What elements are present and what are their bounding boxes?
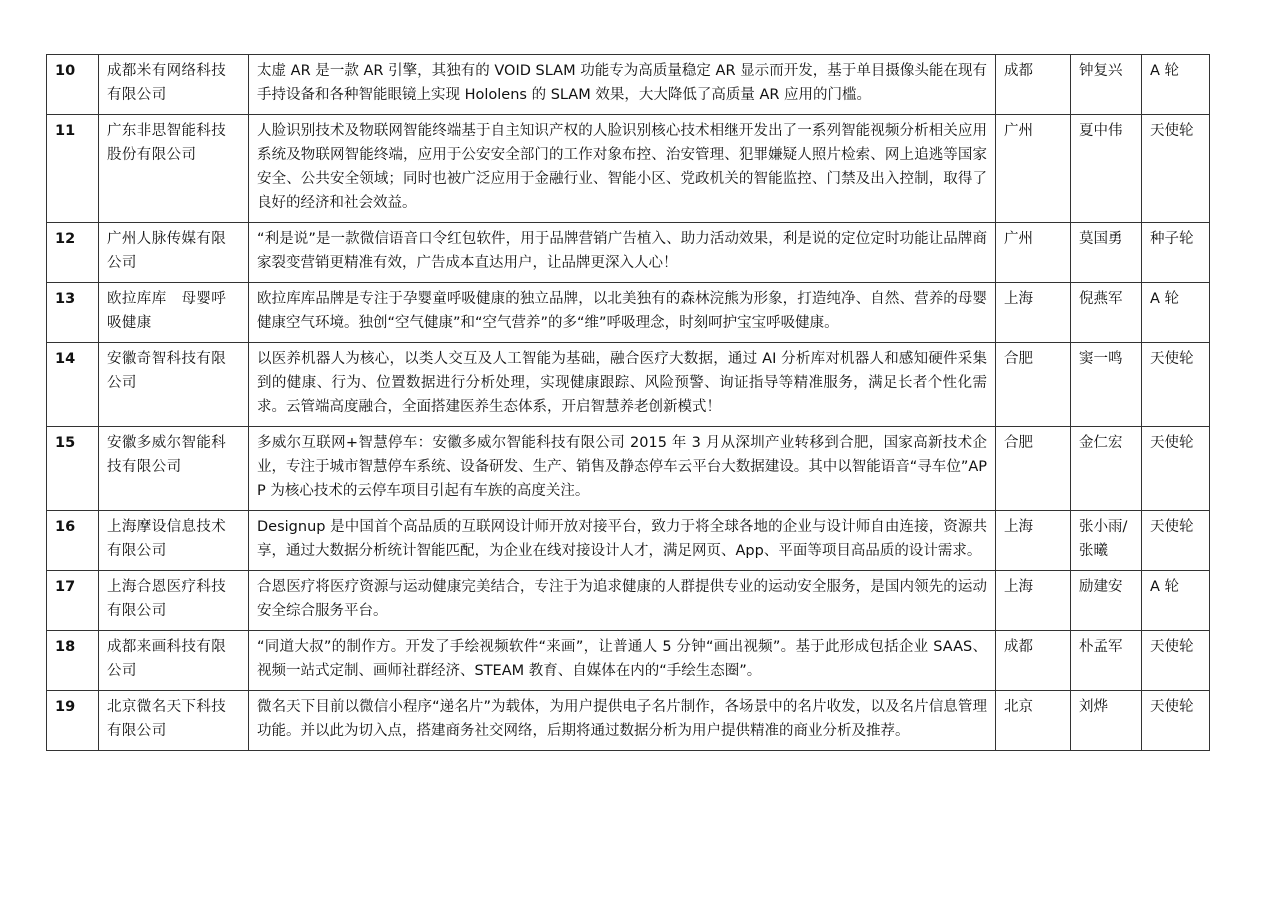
company-description: Designup 是中国首个高品质的互联网设计师开放对接平台，致力于将全球各地的企业与设计师自由连接，资源共享，通过大数据分析统计智能匹配，为企业在线对接设计人才，满足网页、App、平面等项目高品质的设计需求。 [249, 511, 996, 571]
company-name: 成都米有网络科技有限公司 [99, 55, 249, 115]
city: 上海 [996, 571, 1071, 631]
funding-round: 天使轮 [1142, 511, 1210, 571]
company-name: 上海摩设信息技术有限公司 [99, 511, 249, 571]
table-row [47, 223, 1210, 283]
funding-round: 天使轮 [1142, 691, 1210, 751]
city: 上海 [996, 283, 1071, 343]
city: 广州 [996, 223, 1071, 283]
company-name: 欧拉库库 母婴呼吸健康 [99, 283, 249, 343]
company-description: 人脸识别技术及物联网智能终端基于自主知识产权的人脸识别核心技术相继开发出了一系列智能视频分析相关应用系统及物联网智能终端，应用于公安安全部门的工作对象布控、治安管理、犯罪嫌疑人照片检索、网上追逃等国家安全、公共安全领域；同时也被广泛应用于金融行业、智能小区、党政机关的智能监控、门禁及出入控制，取得了良好的经济和社会效益。 [249, 115, 996, 223]
contact-person: 张小雨/张曦 [1071, 511, 1142, 571]
row-number: 12 [47, 223, 99, 283]
table-row [47, 115, 1210, 223]
company-description: 以医养机器人为核心，以类人交互及人工智能为基础，融合医疗大数据，通过 AI 分析库对机器人和感知硬件采集到的健康、行为、位置数据进行分析处理，实现健康跟踪、风险预警、询证指导等精准服务，满足长者个性化需求。云管端高度融合，全面搭建医养生态体系，开启智慧养老创新模式！ [249, 343, 996, 427]
contact-person: 朴孟军 [1071, 631, 1142, 691]
table-row [47, 571, 1210, 631]
contact-person: 励建安 [1071, 571, 1142, 631]
contact-person: 刘烨 [1071, 691, 1142, 751]
table-row [47, 691, 1210, 751]
company-description: “同道大叔”的制作方。开发了手绘视频软件“来画”，让普通人 5 分钟“画出视频”。基于此形成包括企业 SAAS、视频一站式定制、画师社群经济、STEAM 教育、自媒体在内的“手绘生态圈”。 [249, 631, 996, 691]
row-number: 11 [47, 115, 99, 223]
company-table [46, 54, 1210, 751]
table-row [47, 55, 1210, 115]
funding-round: A 轮 [1142, 283, 1210, 343]
company-name: 成都来画科技有限公司 [99, 631, 249, 691]
company-name: 北京微名天下科技有限公司 [99, 691, 249, 751]
funding-round: 天使轮 [1142, 343, 1210, 427]
contact-person: 夏中伟 [1071, 115, 1142, 223]
table-row [47, 631, 1210, 691]
company-description: 太虚 AR 是一款 AR 引擎，其独有的 VOID SLAM 功能专为高质量稳定 AR 显示而开发，基于单目摄像头能在现有手持设备和各种智能眼镜上实现 Hololens 的 SLAM 效果，大大降低了高质量 AR 应用的门槛。 [249, 55, 996, 115]
funding-round: 天使轮 [1142, 631, 1210, 691]
city: 北京 [996, 691, 1071, 751]
funding-round: A 轮 [1142, 55, 1210, 115]
row-number: 16 [47, 511, 99, 571]
row-number: 18 [47, 631, 99, 691]
company-description: “利是说”是一款微信语音口令红包软件，用于品牌营销广告植入、助力活动效果，利是说的定位定时功能让品牌商家裂变营销更精准有效，广告成本直达用户，让品牌更深入人心！ [249, 223, 996, 283]
table-row [47, 511, 1210, 571]
row-number: 15 [47, 427, 99, 511]
row-number: 10 [47, 55, 99, 115]
city: 合肥 [996, 427, 1071, 511]
company-name: 广州人脉传媒有限公司 [99, 223, 249, 283]
contact-person: 倪燕军 [1071, 283, 1142, 343]
company-description: 合恩医疗将医疗资源与运动健康完美结合，专注于为追求健康的人群提供专业的运动安全服务，是国内领先的运动安全综合服务平台。 [249, 571, 996, 631]
company-name: 安徽多威尔智能科技有限公司 [99, 427, 249, 511]
contact-person: 金仁宏 [1071, 427, 1142, 511]
row-number: 17 [47, 571, 99, 631]
table-body [47, 55, 1210, 751]
city: 合肥 [996, 343, 1071, 427]
company-name: 广东非思智能科技股份有限公司 [99, 115, 249, 223]
contact-person: 窦一鸣 [1071, 343, 1142, 427]
row-number: 19 [47, 691, 99, 751]
table-row [47, 343, 1210, 427]
city: 上海 [996, 511, 1071, 571]
company-description: 微名天下目前以微信小程序“递名片”为载体，为用户提供电子名片制作，各场景中的名片收发，以及名片信息管理功能。并以此为切入点，搭建商务社交网络，后期将通过数据分析为用户提供精准的商业分析及推荐。 [249, 691, 996, 751]
funding-round: 种子轮 [1142, 223, 1210, 283]
table-row [47, 427, 1210, 511]
funding-round: 天使轮 [1142, 427, 1210, 511]
table-row [47, 283, 1210, 343]
row-number: 13 [47, 283, 99, 343]
city: 广州 [996, 115, 1071, 223]
city: 成都 [996, 55, 1071, 115]
company-name: 安徽奇智科技有限公司 [99, 343, 249, 427]
funding-round: A 轮 [1142, 571, 1210, 631]
funding-round: 天使轮 [1142, 115, 1210, 223]
company-description: 多威尔互联网+智慧停车：安徽多威尔智能科技有限公司 2015 年 3 月从深圳产业转移到合肥，国家高新技术企业，专注于城市智慧停车系统、设备研发、生产、销售及静态停车云平台大数据建设。其中以智能语音“寻车位”APP 为核心技术的云停车项目引起有车族的高度关注。 [249, 427, 996, 511]
contact-person: 钟复兴 [1071, 55, 1142, 115]
company-name: 上海合恩医疗科技有限公司 [99, 571, 249, 631]
city: 成都 [996, 631, 1071, 691]
row-number: 14 [47, 343, 99, 427]
contact-person: 莫国勇 [1071, 223, 1142, 283]
company-description: 欧拉库库品牌是专注于孕婴童呼吸健康的独立品牌，以北美独有的森林浣熊为形象，打造纯净、自然、营养的母婴健康空气环境。独创“空气健康”和“空气营养”的多“维”呼吸理念，时刻呵护宝宝呼吸健康。 [249, 283, 996, 343]
